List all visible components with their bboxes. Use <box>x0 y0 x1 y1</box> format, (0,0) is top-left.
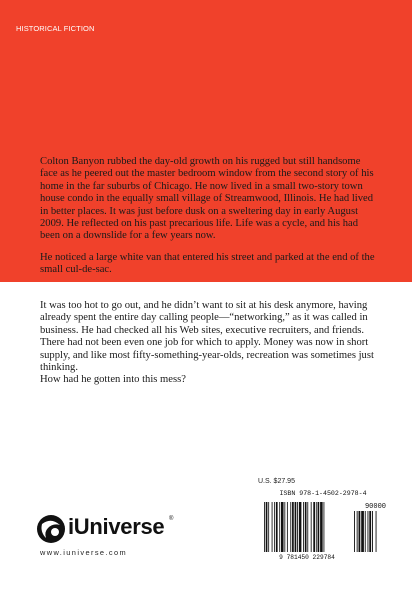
isbn-label: ISBN 978-1-4502-2978-4 <box>279 490 367 497</box>
blurb-paragraph-1: Colton Banyon rubbed the day-old growth on his rugged but still handsome face as he peered out the master bedroom window from the second story of his home in the far suburbs of Chicago. He now lived in a small two-story town house condo in the equally small village of Streamwood, Illinois. He had lived in better places. It was just before dusk on a sweltering day in early August 2009. He reflected on his past precarious life. Life was a cycle, and his had been on a downslide for a few years now. <box>40 156 374 242</box>
price-code-label: 90000 <box>364 503 386 511</box>
publisher-url: www.iuniverse.com <box>40 548 128 557</box>
cover-red-panel <box>0 0 412 282</box>
registered-mark: ® <box>169 516 174 522</box>
price-label: U.S. $27.95 <box>258 478 295 485</box>
genre-label: HISTORICAL FICTION <box>16 24 95 33</box>
ean-digits-label: 9 781450 229784 <box>279 554 335 560</box>
blurb-paragraph-4: How had he gotten into this mess? <box>40 374 186 385</box>
iuniverse-swirl-icon <box>36 514 66 544</box>
publisher-name: iUniverse <box>68 514 165 539</box>
barcode-block <box>258 490 388 562</box>
barcode-icon <box>262 500 388 560</box>
blurb-paragraph-3: It was too hot to go out, and he didn’t want to sit at his desk anymore, having already spent the entire day calling people—“networking,” as it was called in business. He had checked all his Web sites, executive recruiters, and friends. There had not been even one job for which to apply. Money was now in short supply, and like most fifty-something-year-olds, recreation was sometimes just thinking. <box>40 300 374 374</box>
publisher-logo <box>36 510 176 560</box>
blurb-paragraph-2: He noticed a large white van that entered his street and parked at the end of the small cul-de-sac. <box>40 252 375 276</box>
